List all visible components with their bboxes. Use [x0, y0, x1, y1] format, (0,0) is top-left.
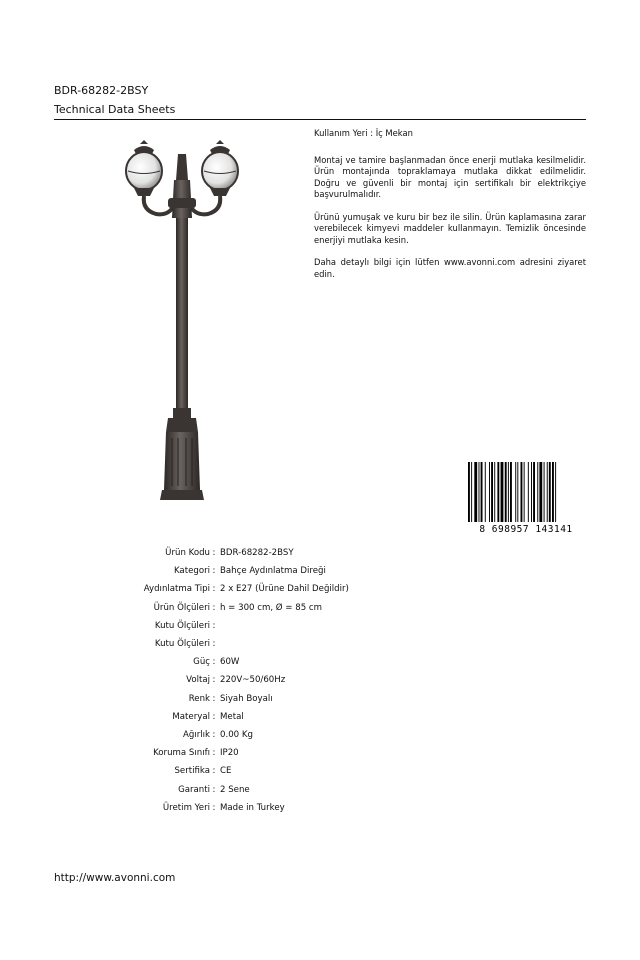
spec-separator: : [212, 657, 216, 668]
spec-label: Aydınlatma Tipi [143, 584, 210, 595]
spec-row [60, 690, 460, 708]
spec-row [60, 653, 460, 671]
spec-label: Ağırlık [182, 729, 210, 740]
spec-separator: : [212, 620, 216, 631]
barcode-digits: 8 698957 143141 [479, 524, 573, 534]
spec-row [60, 762, 460, 780]
spec-label: Garanti [178, 784, 210, 795]
spec-row [60, 780, 460, 798]
datasheet-subtitle: Technical Data Sheets [54, 103, 176, 116]
barcode-bar [501, 462, 504, 522]
spec-value: CE [220, 766, 232, 777]
spec-value: Metal [220, 711, 244, 722]
spec-row [60, 726, 460, 744]
barcode-bar [479, 462, 480, 522]
spec-row [60, 708, 460, 726]
spec-separator: : [212, 548, 216, 559]
barcode-bar [491, 462, 493, 522]
barcode-bar [515, 462, 516, 522]
barcode-bar [494, 462, 495, 522]
spec-separator: : [212, 711, 216, 722]
spec-separator: : [212, 566, 216, 577]
more-info-note: Daha detaylı bilgi için lütfen www.avonni.com adresini ziyaret edin. [314, 257, 586, 279]
installation-warning: Montaj ve tamire başlanmadan önce enerji mutlaka kesilmelidir. Ürün montajında topraklamaya mutlaka dikkat edilmelidir. Doğru ve güvenli bir montaj için sertifikalı bir elektrikçiye başvurulmalıdır. [314, 154, 586, 199]
cleaning-instructions: Ürünü yumuşak ve kuru bir bez ile silin. Ürün kaplamasına zarar verebilecek kimyevi maddeler kullanmayın. Temizlik öncesinde enerjiyi mutlaka kesin. [314, 211, 586, 245]
barcode-bar [531, 462, 532, 522]
spec-value: Made in Turkey [220, 802, 285, 813]
left-lantern [126, 140, 174, 214]
barcode-bar [528, 462, 529, 522]
barcode-bar [544, 462, 545, 522]
spec-label: Güç [193, 657, 210, 668]
barcode-bar [539, 462, 542, 522]
barcode-bar [533, 462, 535, 522]
spec-row [60, 799, 460, 817]
usage-location: Kullanım Yeri : İç Mekan [314, 128, 413, 138]
spec-separator: : [212, 802, 216, 813]
spec-separator: : [212, 693, 216, 704]
spec-label: Ürün Kodu [165, 548, 210, 559]
spec-value: 60W [220, 657, 240, 668]
spec-label: Ürün Ölçüleri [153, 602, 210, 613]
spec-value: Bahçe Aydınlatma Direği [220, 566, 326, 577]
spec-label: Kutu Ölçüleri [154, 620, 210, 631]
spec-label: Kutu Ölçüleri [154, 639, 210, 650]
barcode-bar [497, 462, 499, 522]
spec-label: Sertifika [174, 766, 210, 777]
spec-label: Materyal [172, 711, 210, 722]
spec-separator: : [212, 602, 216, 613]
spec-value: BDR-68282-2BSY [220, 548, 294, 559]
footer-website-link[interactable]: http://www.avonni.com [54, 872, 176, 884]
barcode-bar [508, 462, 509, 522]
product-image-lamp-post [112, 140, 252, 510]
spec-value: 2 x E27 (Ürüne Dahil Değildir) [220, 584, 349, 595]
spec-label: Voltaj [186, 675, 210, 686]
header-divider [54, 119, 586, 120]
barcode-bar [524, 462, 525, 522]
spec-row [60, 744, 460, 762]
barcode-bar [489, 462, 490, 522]
spec-value: 220V~50/60Hz [220, 675, 286, 686]
barcode-bar [510, 462, 512, 522]
spec-row [60, 617, 460, 635]
spec-row [60, 544, 460, 562]
barcode-bar [481, 462, 483, 522]
barcode-bar [485, 462, 486, 522]
barcode-bar [505, 462, 507, 522]
spec-value: Siyah Boyalı [220, 693, 273, 704]
spec-label: Renk [188, 693, 210, 704]
usage-info [314, 128, 586, 291]
barcode-bar [471, 462, 472, 522]
product-code-header: BDR-68282-2BSY [54, 84, 149, 97]
spec-table [60, 544, 460, 817]
spec-row [60, 562, 460, 580]
spec-label: Koruma Sınıfı [153, 748, 210, 759]
spec-row [60, 599, 460, 617]
spec-row [60, 580, 460, 598]
barcode-bar [547, 462, 548, 522]
spec-separator: : [212, 639, 216, 650]
barcode-bar [474, 462, 477, 522]
barcode-bar [521, 462, 523, 522]
spec-separator: : [212, 748, 216, 759]
spec-label: Üretim Yeri [162, 802, 210, 813]
spec-row [60, 635, 460, 653]
barcode-bar [468, 462, 470, 522]
spec-value: IP20 [220, 748, 239, 759]
barcode-bar [537, 462, 538, 522]
barcode-bar [555, 462, 556, 522]
spec-separator: : [212, 675, 216, 686]
product-barcode [466, 462, 586, 534]
spec-separator: : [212, 729, 216, 740]
spec-value: h = 300 cm, Ø = 85 cm [220, 602, 322, 613]
spec-value: 0.00 Kg [220, 729, 253, 740]
spec-separator: : [212, 766, 216, 777]
spec-separator: : [212, 784, 216, 795]
right-lantern [190, 140, 238, 214]
barcode-bar [549, 462, 551, 522]
spec-row [60, 671, 460, 689]
barcode-bar [552, 462, 554, 522]
spec-value: 2 Sene [220, 784, 250, 795]
spec-separator: : [212, 584, 216, 595]
spec-label: Kategori [173, 566, 210, 577]
barcode-bar [517, 462, 518, 522]
